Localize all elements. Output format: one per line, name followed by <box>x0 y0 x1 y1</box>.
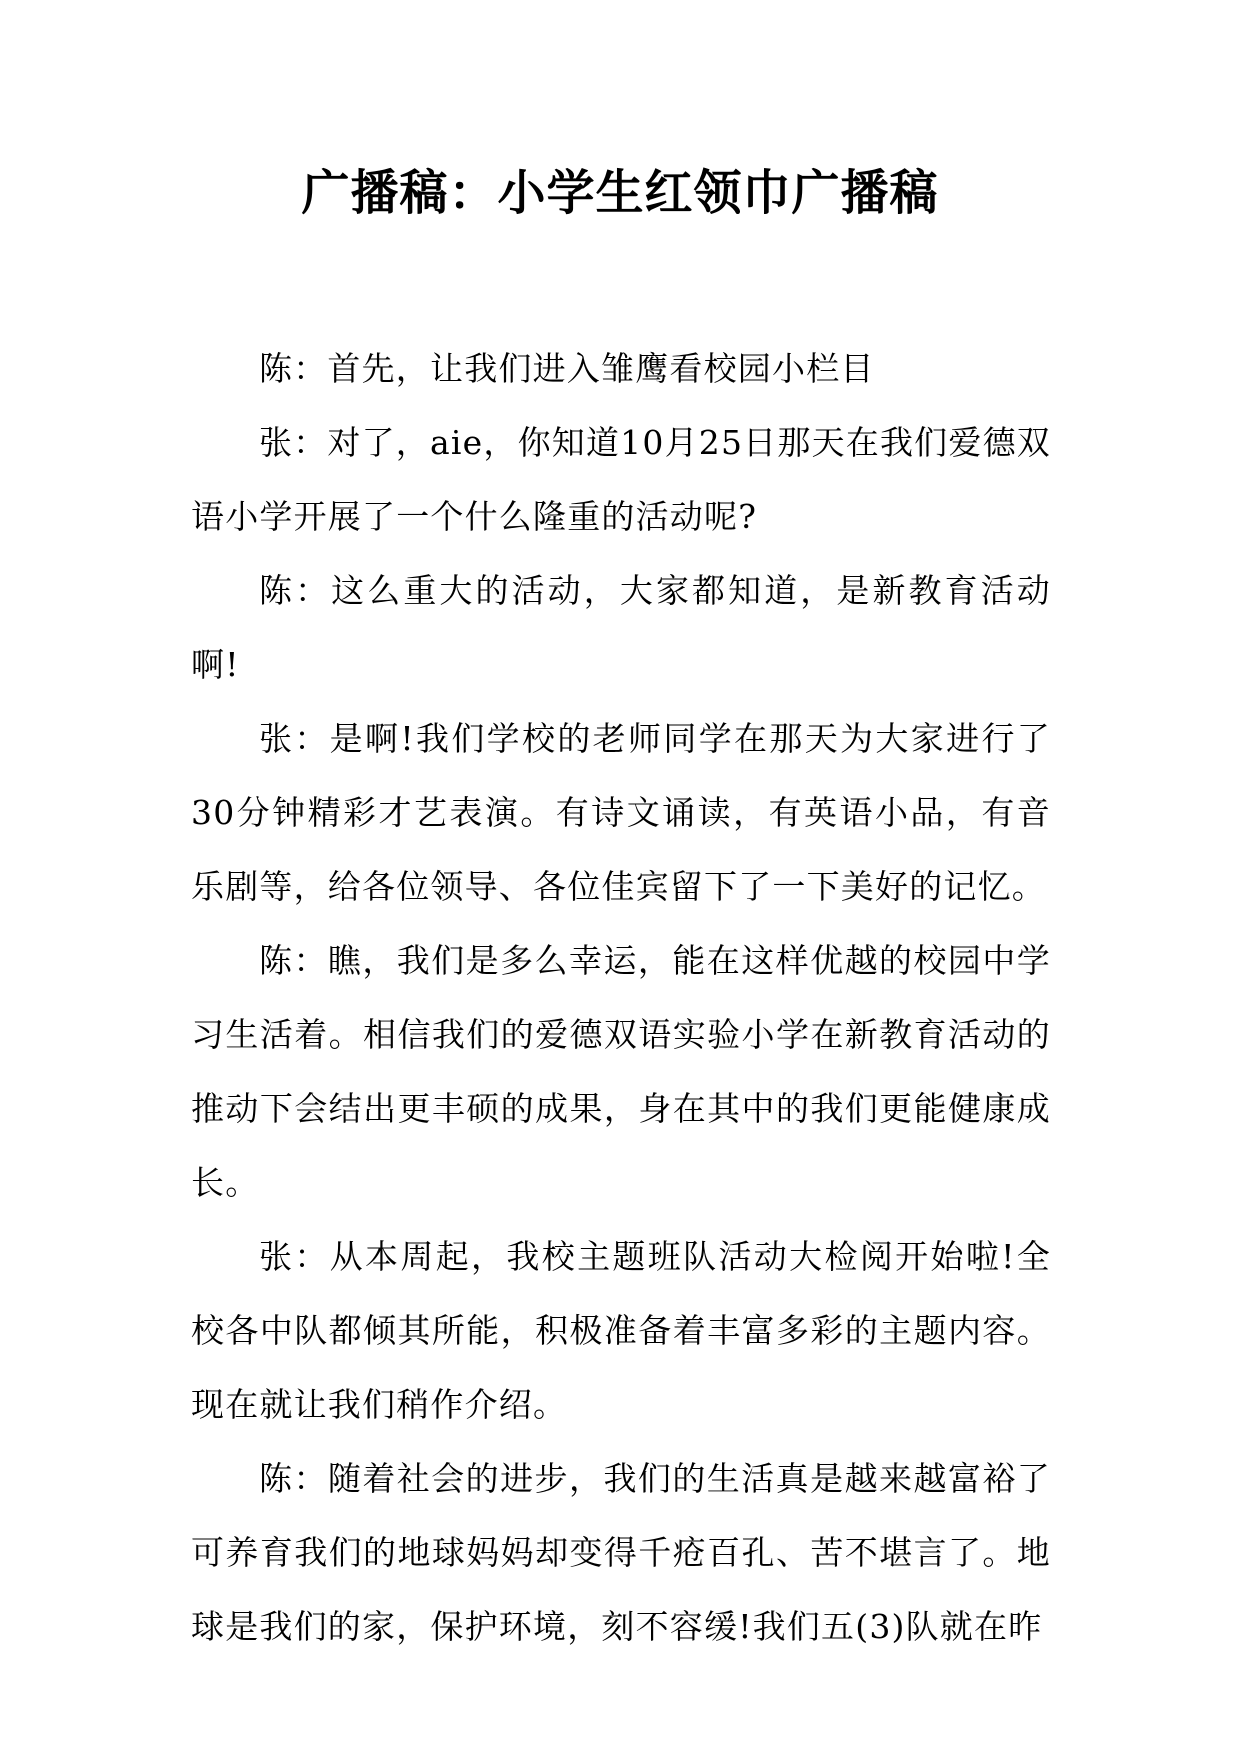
document-body <box>191 332 1051 1664</box>
paragraph: 陈：这么重大的活动，大家都知道，是新教育活动啊! <box>191 571 1051 684</box>
paragraph: 陈：首先，让我们进入雏鹰看校园小栏目 <box>259 349 875 388</box>
paragraph: 陈：随着社会的进步，我们的生活真是越来越富裕了可养育我们的地球妈妈却变得千疮百孔、苦不堪言了。地球是我们的家，保护环境，刻不容缓!我们五(3)队就在昨 <box>191 1459 1051 1646</box>
paragraph: 张：是啊!我们学校的老师同学在那天为大家进行了30分钟精彩才艺表演。有诗文诵读，有英语小品，有音乐剧等，给各位领导、各位佳宾留下了一下美好的记忆。 <box>191 719 1051 906</box>
document-title: 广播稿：小学生红领巾广播稿 <box>301 165 939 221</box>
paragraph: 张：对了，aie，你知道10月25日那天在我们爱德双语小学开展了一个什么隆重的活动呢? <box>191 423 1051 536</box>
paragraph: 张：从本周起，我校主题班队活动大检阅开始啦!全校各中队都倾其所能，积极准备着丰富多彩的主题内容。现在就让我们稍作介绍。 <box>191 1237 1051 1424</box>
paragraph: 陈：瞧，我们是多么幸运，能在这样优越的校园中学习生活着。相信我们的爱德双语实验小学在新教育活动的推动下会结出更丰硕的成果，身在其中的我们更能健康成长。 <box>191 941 1051 1202</box>
